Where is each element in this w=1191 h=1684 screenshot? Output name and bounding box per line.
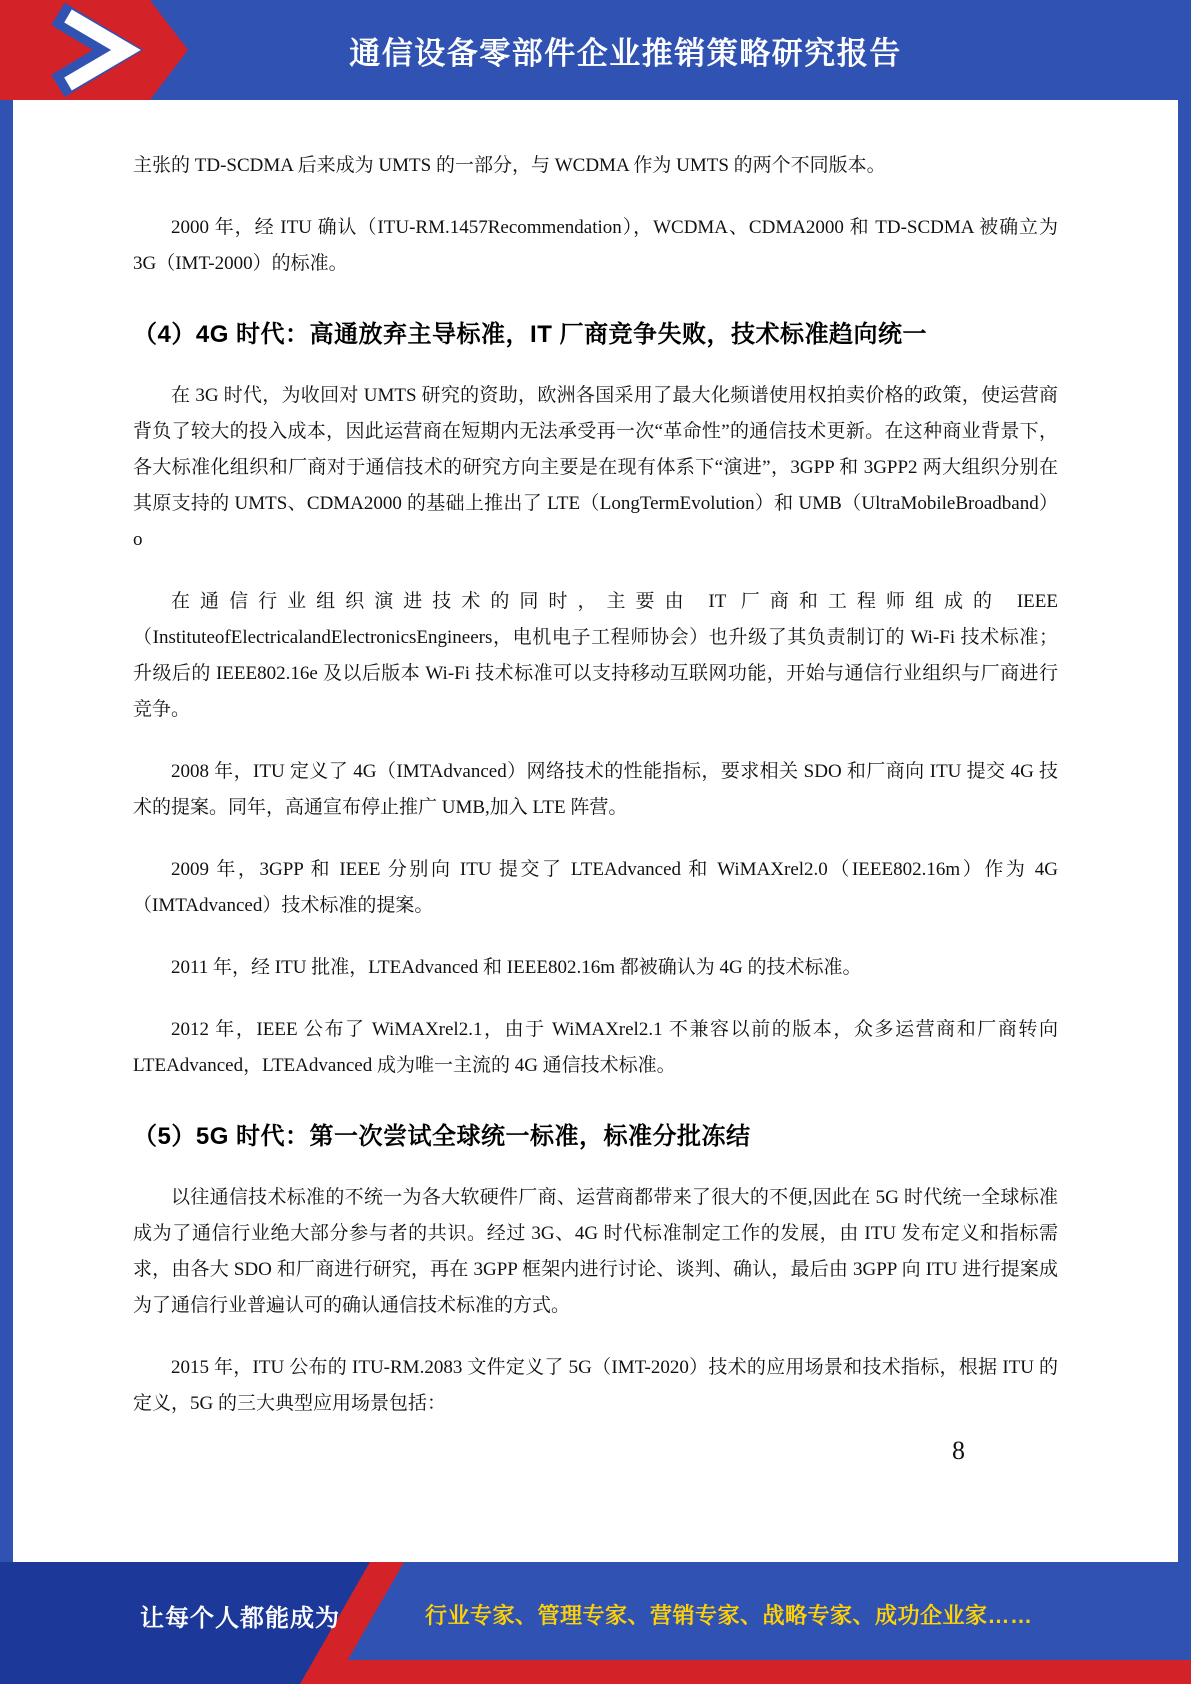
paragraph: 在 3G 时代，为收回对 UMTS 研究的资助，欧洲各国采用了最大化频谱使用权拍卖价格的政策，使运营商背负了较大的投入成本，因此运营商在短期内无法承受再一次“革命性”的通信技术更新。在这种商业背景下，各大标准化组织和厂商对于通信技术的研究方向主要是在现有体系下“演进”，3GPP 和 3GPP2 两大组织分别在其原支持的 UMTS、CDMA2000 的基础上推出了 LTE（LongTermEvolution）和 UMB（UltraMobileBroadband）o [133,385,1058,550]
paragraph: 2000 年，经 ITU 确认（ITU-RM.1457Recommendation），WCDMA、CDMA2000 和 TD-SCDMA 被确立为 3G（IMT-2000）的标准。 [133,217,1058,274]
page-number: 8 [952,1436,965,1465]
paragraph: 主张的 TD-SCDMA 后来成为 UMTS 的一部分，与 WCDMA 作为 UMTS 的两个不同版本。 [133,155,886,176]
report-title: 通信设备零部件企业推销策略研究报告 [349,35,902,71]
paragraph: 以往通信技术标准的不统一为各大软硬件厂商、运营商都带来了很大的不便,因此在 5G 时代统一全球标准成为了通信行业绝大部分参与者的共识。经过 3G、4G 时代标准制定工作的发展，由 ITU 发布定义和指标需求，由各大 SDO 和厂商进行研究，再在 3GPP 框架内进行讨论、谈判、确认，最后由 3GPP 向 ITU 进行提案成为了通信行业普遍认可的确认通信技术标准的方式。 [133,1187,1058,1316]
footer-slogan-right: 行业专家、管理专家、营销专家、战略专家、成功企业家…… [425,1603,1033,1628]
header-banner [0,0,1191,100]
red-ribbon [0,0,200,100]
section-heading-4g: （4）4G 时代：高通放弃主导标准，IT 厂商竞争失败，技术标准趋向统一 [133,321,928,348]
page-border-right [1178,0,1191,1684]
section-heading-5g: （5）5G 时代：第一次尝试全球统一标准，标准分批冻结 [133,1123,751,1150]
paragraph: 2011 年，经 ITU 批准，LTEAdvanced 和 IEEE802.16m 都被确认为 4G 的技术标准。 [171,957,862,978]
footer-slogan-left: 让每个人都能成为 [140,1605,340,1632]
footer-banner [0,1562,1191,1684]
chevron-right-icon [0,0,200,100]
paragraph: 2012 年，IEEE 公布了 WiMAXrel2.1，由于 WiMAXrel2.1 不兼容以前的版本，众多运营商和厂商转向 LTEAdvanced，LTEAdvanced 成为唯一主流的 4G 通信技术标准。 [133,1019,1058,1076]
footer-red-strip [308,1660,1191,1684]
page-border-left [0,0,13,1684]
document-body [133,100,1058,1448]
paragraph: 2015 年，ITU 公布的 ITU-RM.2083 文件定义了 5G（IMT-2020）技术的应用场景和技术指标，根据 ITU 的定义，5G 的三大典型应用场景包括： [133,1357,1058,1414]
paragraph: 2008 年，ITU 定义了 4G（IMTAdvanced）网络技术的性能指标，要求相关 SDO 和厂商向 ITU 提交 4G 技术的提案。同年，高通宣布停止推广 UMB,加入 LTE 阵营。 [133,761,1058,818]
paragraph: 2009 年，3GPP 和 IEEE 分别向 ITU 提交了 LTEAdvanced 和 WiMAXrel2.0（IEEE802.16m）作为 4G（IMTAdvanced）技术标准的提案。 [133,859,1058,916]
paragraph: 在通信行业组织演进技术的同时，主要由 IT 厂商和工程师组成的 IEEE（InstituteofElectricalandElectronicsEngineers，电机电子工程师协会）也升级了其负责制订的 Wi-Fi 技术标准；升级后的 IEEE802.16e 及以后版本 Wi-Fi 技术标准可以支持移动互联网功能，开始与通信行业组织与厂商进行竞争。 [133,591,1058,720]
